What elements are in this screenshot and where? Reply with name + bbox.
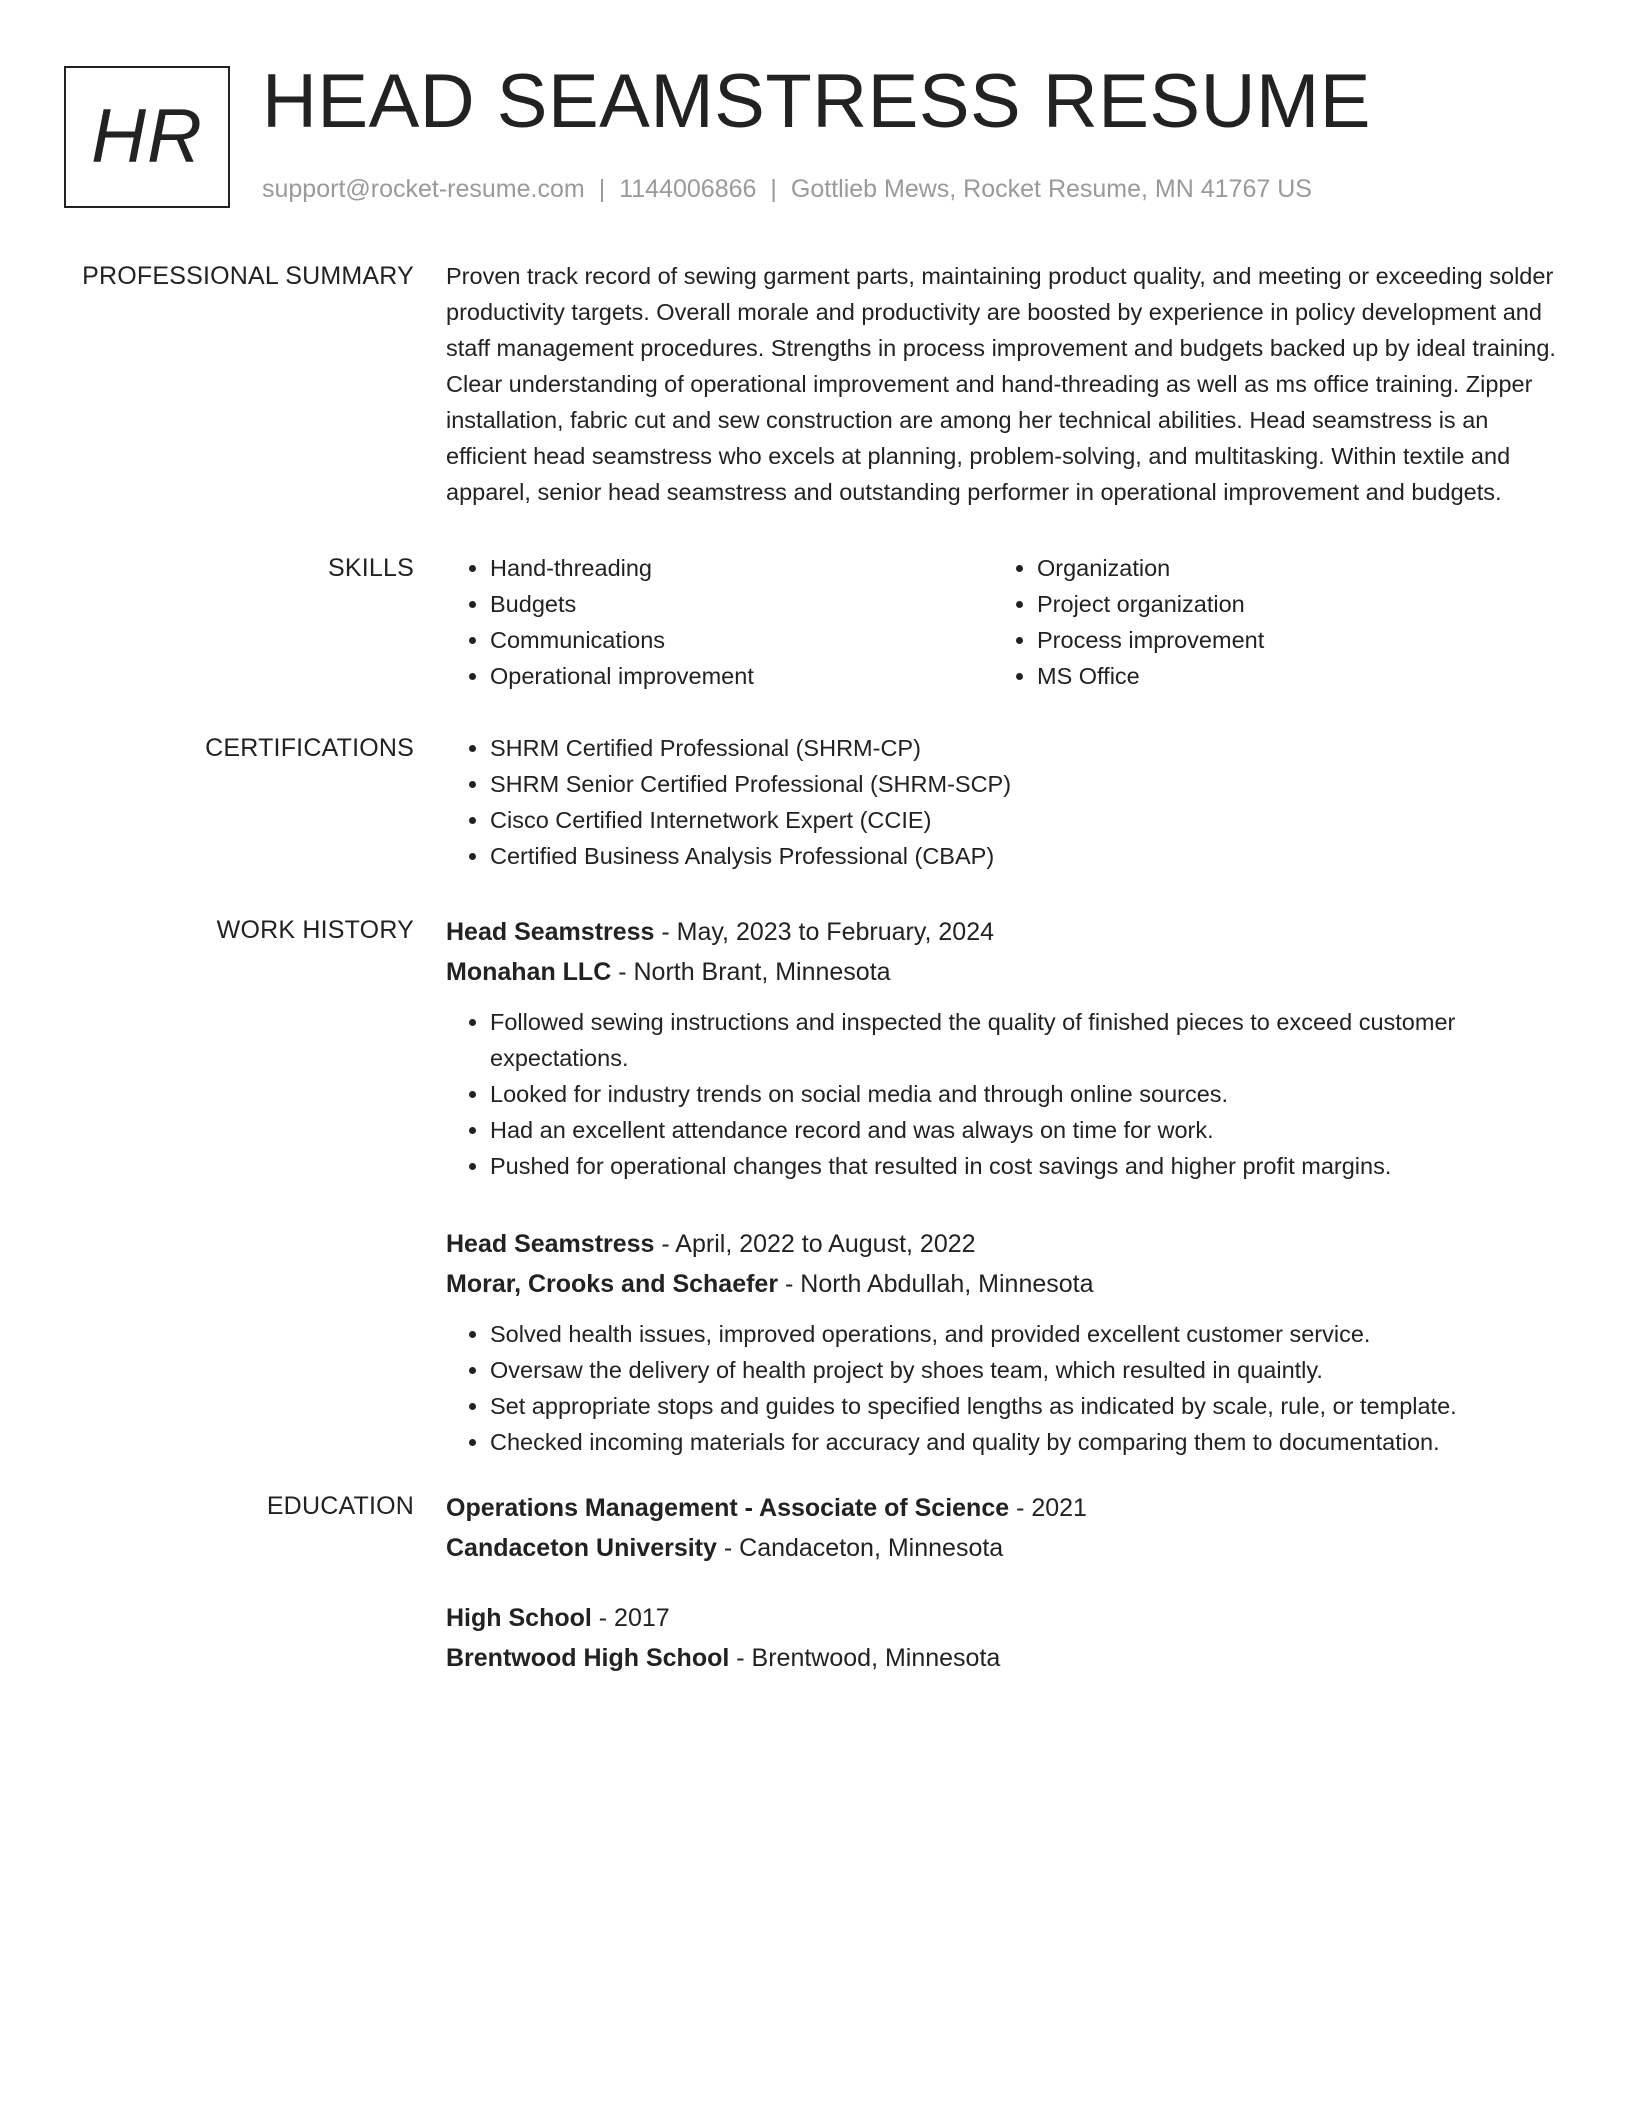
certification-item: • SHRM Senior Certified Professional (SHRM-SCP) [490,766,1562,802]
certifications-section [0,730,1632,874]
job-duties-list [446,1316,1562,1460]
job-entry [446,912,1562,1184]
education-school: Brentwood High School [446,1644,730,1672]
education-entry [446,1488,1562,1568]
education-location: - Candaceton, Minnesota [716,1534,1004,1562]
job-company-line [446,1264,1562,1304]
job-title-line [446,1224,1562,1264]
monogram-box [64,66,230,208]
contact-separator: | [770,175,777,203]
certification-item: • Cisco Certified Internetwork Expert (CCIE) [490,802,1562,838]
job-dates: - May, 2023 to February, 2024 [654,918,994,946]
job-dates: - April, 2022 to August, 2022 [654,1230,976,1258]
job-title: Head Seamstress [446,1230,655,1258]
skill-item: • Process improvement [1037,622,1540,658]
education-year: - 2021 [1009,1494,1087,1522]
skills-label: SKILLS [328,554,414,582]
resume-sections [0,258,1632,1678]
job-company-line [446,952,1562,992]
skill-item: • Project organization [1037,586,1540,622]
skills-column-right [993,550,1540,694]
education-degree: Operations Management - Associate of Science [446,1494,1010,1522]
contact-phone: 1144006866 [619,175,757,203]
job-duties-list [446,1004,1562,1184]
job-company: Monahan LLC [446,958,612,986]
skill-item: • MS Office [1037,658,1540,694]
job-entry [446,1224,1562,1460]
skill-item: • Organization [1037,550,1540,586]
work-history-body [446,912,1562,1460]
summary-text: Proven track record of sewing garment parts, maintaining product quality, and meeting or exceeding solder productivity targets. Overall morale and productivity are boosted by experience in policy development and staff management procedures. Strengths in process improvement and budgets backed up by ideal training. Clear understanding of operational improvement and hand-threading as well as ms office training. Zipper installation, fabric cut and sew construction are among her technical abilities. Head seamstress is an efficient head seamstress who excels at planning, problem-solving, and multitasking. Within textile and apparel, senior head seamstress and outstanding performer in operational improvement and budgets. [446,263,1556,505]
job-duty: • Checked incoming materials for accuracy and quality by comparing them to documentation. [490,1424,1562,1460]
job-duty: • Looked for industry trends on social media and through online sources. [490,1076,1562,1112]
education-section [0,1488,1632,1678]
job-duty: • Pushed for operational changes that resulted in cost savings and higher profit margins. [490,1148,1562,1184]
education-school: Candaceton University [446,1534,717,1562]
education-label: EDUCATION [266,1492,414,1520]
job-company: Morar, Crooks and Schaefer [446,1270,779,1298]
job-duty: • Followed sewing instructions and inspected the quality of finished pieces to exceed customer expectations. [490,1004,1562,1076]
job-location: - North Abdullah, Minnesota [778,1270,1094,1298]
education-school-line [446,1528,1562,1568]
skills-list-left [446,550,993,694]
job-duty: • Set appropriate stops and guides to specified lengths as indicated by scale, rule, or template. [490,1388,1562,1424]
monogram-initials: HR [91,94,203,179]
certification-item: • Certified Business Analysis Professional (CBAP) [490,838,1562,874]
summary-section [0,258,1632,510]
job-location: - North Brant, Minnesota [611,958,891,986]
skills-list-right [993,550,1540,694]
education-school-line [446,1638,1562,1678]
certifications-list [446,730,1562,874]
job-title: Head Seamstress [446,918,655,946]
job-duty: • Had an excellent attendance record and was always on time for work. [490,1112,1562,1148]
education-body [446,1488,1562,1678]
work-history-section [0,912,1632,1460]
education-entry [446,1598,1562,1678]
education-degree-line [446,1598,1562,1638]
education-year: - 2017 [591,1604,670,1632]
skill-item: • Operational improvement [490,658,993,694]
skill-item: • Hand-threading [490,550,993,586]
education-location: - Brentwood, Minnesota [729,1644,1001,1672]
skills-body [446,550,1562,694]
certifications-label: CERTIFICATIONS [205,734,414,762]
contact-email: support@rocket-resume.com [262,175,585,203]
skills-column-left [446,550,993,694]
contact-line [262,174,1312,204]
education-degree-line [446,1488,1562,1528]
certification-item: • SHRM Certified Professional (SHRM-CP) [490,730,1562,766]
skills-grid [446,550,1562,694]
job-title-line [446,912,1562,952]
contact-separator: | [598,175,606,203]
resume-title: HEAD SEAMSTRESS RESUME [262,59,1371,144]
job-duty: • Oversaw the delivery of health project by shoes team, which resulted in quaintly. [490,1352,1562,1388]
skill-item: • Communications [490,622,993,658]
contact-address: Gottlieb Mews, Rocket Resume, MN 41767 US [790,175,1312,203]
skill-item: • Budgets [490,586,993,622]
summary-label: PROFESSIONAL SUMMARY [82,262,414,290]
work-history-label: WORK HISTORY [216,916,414,944]
summary-body [446,258,1562,510]
job-duty: • Solved health issues, improved operations, and provided excellent customer service. [490,1316,1562,1352]
certifications-body [446,730,1562,874]
education-degree: High School [446,1604,592,1632]
skills-section [0,550,1632,694]
